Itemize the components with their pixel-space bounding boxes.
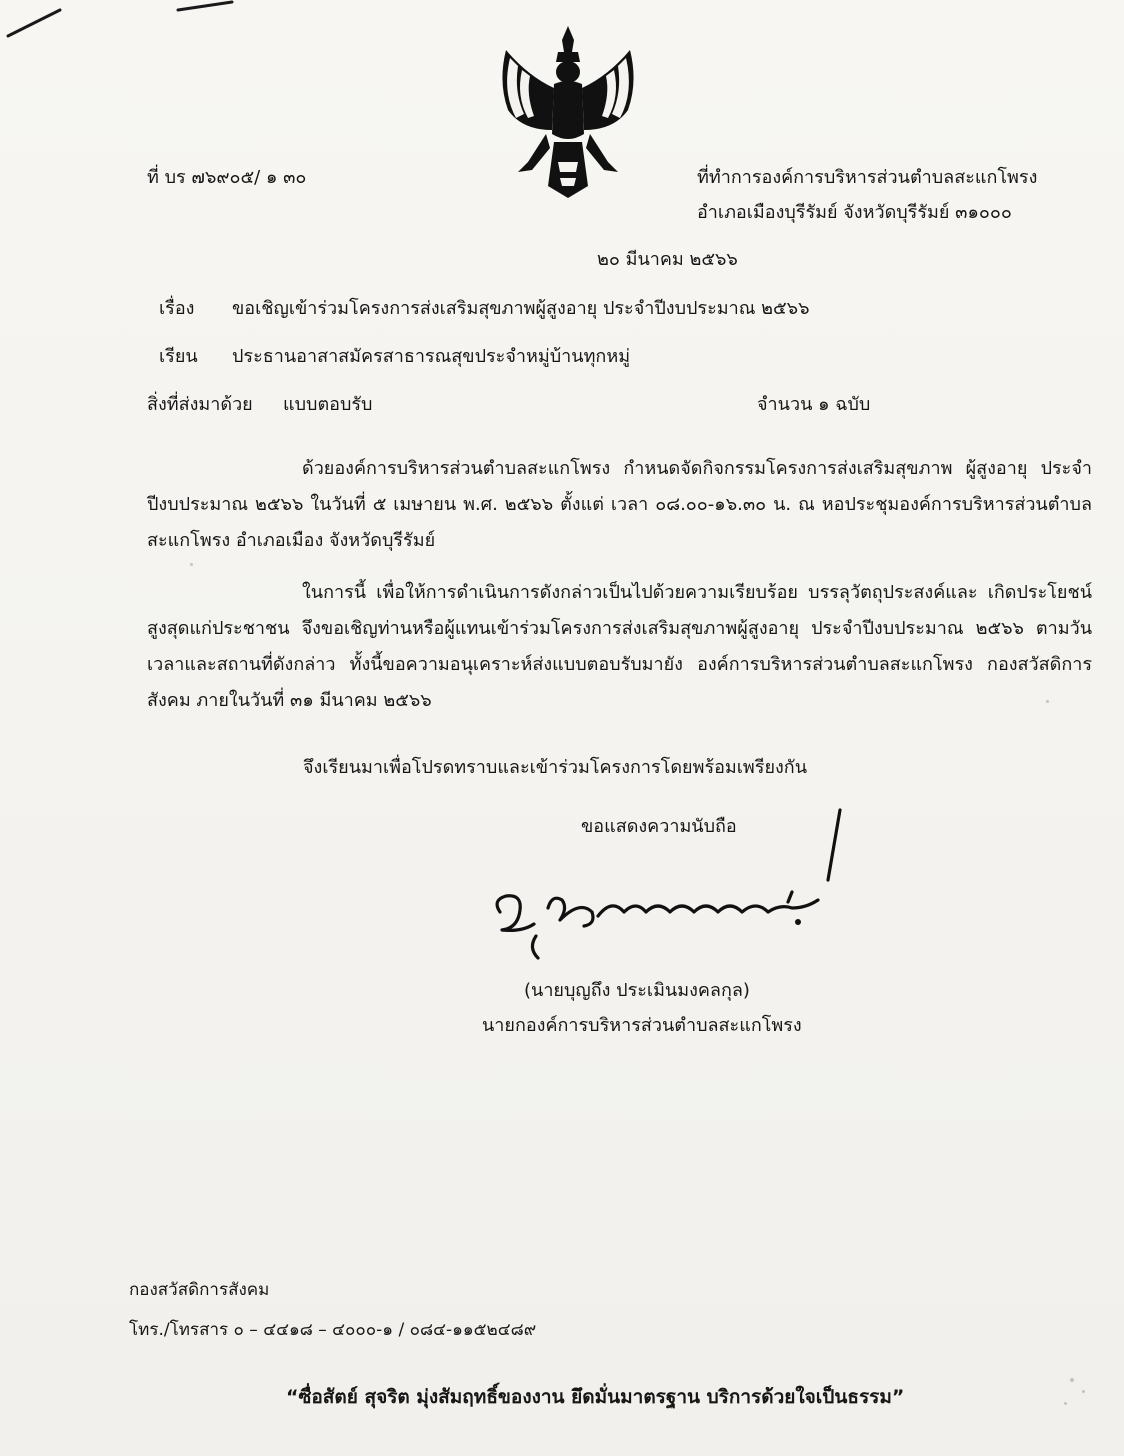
- body-paragraph-2-text: ในการนี้ เพื่อให้การดำเนินการดังกล่าวเป็นไปด้วยความเรียบร้อย บรรลุวัตถุประสงค์และ เกิดประโยชน์สูงสุดแก่ประชาชน จึงขอเชิญท่านหรือผู้แทนเข้าร่วมโครงการส่งเสริมสุขภาพผู้สูงอายุ ประจำปีงบประมาณ ๒๕๖๖ ตามวัน เวลาและสถานที่ดังกล่าว ทั้งนี้ขอความอนุเคราะห์ส่งแบบตอบรับมายัง องค์การบริหารส่วนตำบลสะแกโพรง กองสวัสดิการสังคม ภายในวันที่ ๓๑ มีนาคม ๒๕๖๖: [147, 582, 1092, 711]
- scan-speck: [1070, 1378, 1074, 1382]
- subject-label: เรื่อง: [159, 298, 195, 319]
- scan-speck: [1046, 700, 1049, 703]
- enclosure-value: แบบตอบรับ: [283, 394, 373, 415]
- salutation: ขอแสดงความนับถือ: [581, 816, 737, 837]
- sender-address-line1: ที่ทำการองค์การบริหารส่วนตำบลสะแกโพรง: [697, 167, 1038, 188]
- signatory-title: นายกองค์การบริหารส่วนตำบลสะแกโพรง: [482, 1015, 802, 1036]
- closing-line: จึงเรียนมาเพื่อโปรดทราบและเข้าร่วมโครงการโดยพร้อมเพรียงกัน: [303, 757, 808, 778]
- body-paragraph-1: [147, 451, 1092, 559]
- document-date: ๒๐ มีนาคม ๒๕๖๖: [597, 249, 738, 270]
- signatory-name: (นายบุญถึง ประเมินมงคลกุล): [524, 980, 750, 1001]
- sender-address-line2: อำเภอเมืองบุรีรัมย์ จังหวัดบุรีรัมย์ ๓๑๐๐๐: [697, 202, 1012, 223]
- scan-speck: [1082, 1390, 1085, 1393]
- reference-number: ที่ บร ๗๖๙๐๕/ ๑ ๓๐: [147, 167, 307, 188]
- handwritten-signature: [488, 808, 848, 968]
- body-paragraph-2: [147, 575, 1092, 719]
- recipient-value: ประธานอาสาสมัครสาธารณสุขประจำหมู่บ้านทุกหมู่: [232, 346, 631, 367]
- subject-value: ขอเชิญเข้าร่วมโครงการส่งเสริมสุขภาพผู้สูงอายุ ประจำปีงบประมาณ ๒๕๖๖: [232, 298, 810, 319]
- scan-speck: [1064, 1402, 1067, 1405]
- footer-department: กองสวัสดิการสังคม: [129, 1280, 270, 1300]
- recipient-label: เรียน: [159, 346, 198, 367]
- enclosure-label: สิ่งที่ส่งมาด้วย: [147, 394, 253, 415]
- scan-speck: [190, 563, 193, 566]
- enclosure-count: จำนวน ๑ ฉบับ: [757, 394, 871, 415]
- body-paragraph-1-text: ด้วยองค์การบริหารส่วนตำบลสะแกโพรง กำหนดจัดกิจกรรมโครงการส่งเสริมสุขภาพ ผู้สูงอายุ ประจำปีงบประมาณ ๒๕๖๖ ในวันที่ ๕ เมษายน พ.ศ. ๒๕๖๖ ตั้งแต่ เวลา ๐๘.๐๐-๑๖.๓๐ น. ณ หอประชุมองค์การบริหารส่วนตำบลสะแกโพรง อำเภอเมือง จังหวัดบุรีรัมย์: [147, 458, 1092, 551]
- garuda-emblem-icon: [488, 22, 648, 200]
- footer-motto: “ซื่อสัตย์ สุจริต มุ่งสัมฤทธิ์ของงาน ยึดมั่นมาตรฐาน บริการด้วยใจเป็นธรรม”: [286, 1386, 905, 1408]
- pen-stroke-mark: [0, 0, 240, 50]
- footer-contact: โทร./โทรสาร ๐ – ๔๔๑๘ – ๔๐๐๐-๑ / ๐๘๔-๑๑๕๒๔๘๙: [129, 1320, 537, 1340]
